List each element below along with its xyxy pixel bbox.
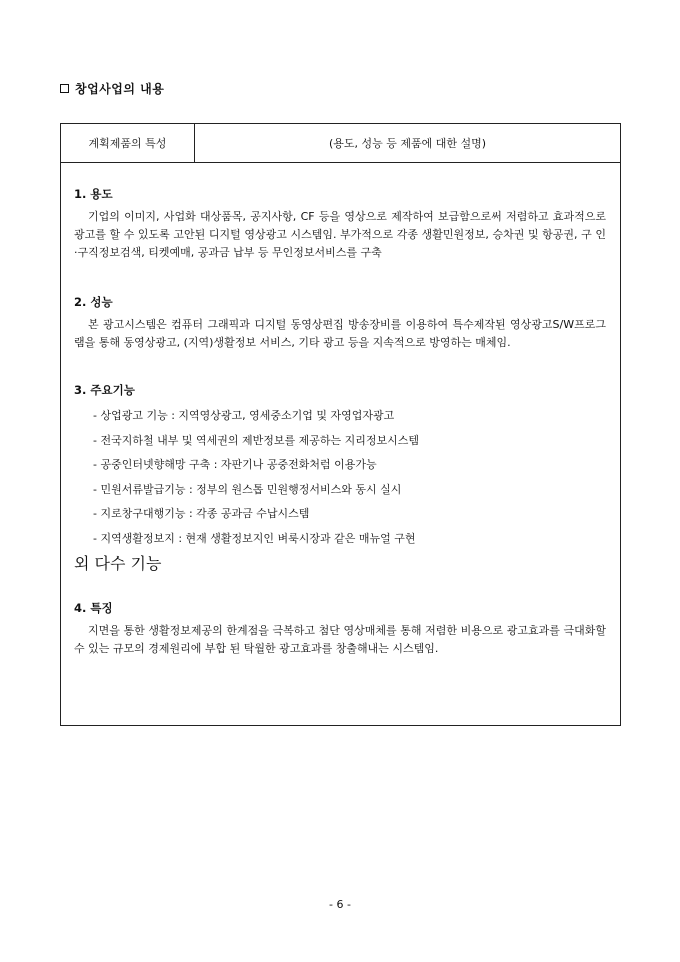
product-characteristics-table <box>60 123 621 726</box>
list-item: - 공중인터넷향해망 구축 : 자판기나 공중전화처럼 이용가능 <box>93 458 377 471</box>
list-item: - 전국지하철 내부 및 역세권의 제반정보를 제공하는 지리정보시스템 <box>93 433 419 447</box>
section-text-features: 지면을 통한 생활정보제공의 한계점을 극복하고 첨단 영상매체를 통해 저렴한 비용으로 광고효과를 극대화할 수 있는 규모의 경제원리에 부합 된 탁월한 광고효과를 창출해내는 시스템임. <box>74 624 606 655</box>
section-title-functions: 3. 주요기능 <box>74 383 135 397</box>
section-text-performance: 본 광고시스템은 컴퓨터 그래픽과 디지털 동영상편집 방송장비를 이용하여 특수제작된 영상광고S/W프로그램을 통해 동영상광고, (지역)생활정보 서비스, 기타 광고 등을 지속적으로 방영하는 매체임. <box>74 318 606 349</box>
table-body <box>61 163 620 658</box>
table-header-row <box>61 124 620 163</box>
page-number: - 6 - <box>329 898 351 911</box>
section-heading-text: 창업사업의 내용 <box>75 82 165 96</box>
section-usage <box>74 186 606 262</box>
checkbox-icon <box>60 84 69 93</box>
section-performance <box>74 294 606 352</box>
section-title-performance: 2. 성능 <box>74 295 113 309</box>
section-heading <box>60 80 164 97</box>
section-title-features: 4. 특징 <box>74 601 113 615</box>
list-item: - 민원서류발급기능 : 정부의 원스톱 민원행정서비스와 동시 실시 <box>93 482 402 496</box>
section-features <box>74 600 606 658</box>
table-header-right: (용도, 성능 등 제품에 대한 설명) <box>328 137 487 150</box>
section-title-usage: 1. 용도 <box>74 187 113 201</box>
list-item: - 지역생활정보지 : 현재 생활정보지인 벼룩시장과 같은 매뉴얼 구현 <box>93 531 416 545</box>
section-functions <box>74 382 606 574</box>
section-text-usage: 기업의 이미지, 사업화 대상품목, 공지사항, CF 등을 영상으로 제작하여 보급함으로써 저렴하고 효과적으로 광고를 할 수 있도록 고안된 디지털 영상광고 시스템임. 부가적으로 각종 생활민원정보, 승차권 및 항공권, 구 인·구직정보검색, 티켓예매, 공과금 납부 등 무인정보서비스를 구축 <box>74 210 606 259</box>
list-item: - 지로창구대행기능 : 각종 공과금 수납시스템 <box>93 507 310 520</box>
table-header-left: 계획제품의 특성 <box>61 124 195 162</box>
list-item: - 상업광고 기능 : 지역영상광고, 영세중소기업 및 자영업자광고 <box>93 409 395 422</box>
function-list <box>74 404 606 551</box>
function-list-tail: 외 다수 기능 <box>74 554 162 573</box>
